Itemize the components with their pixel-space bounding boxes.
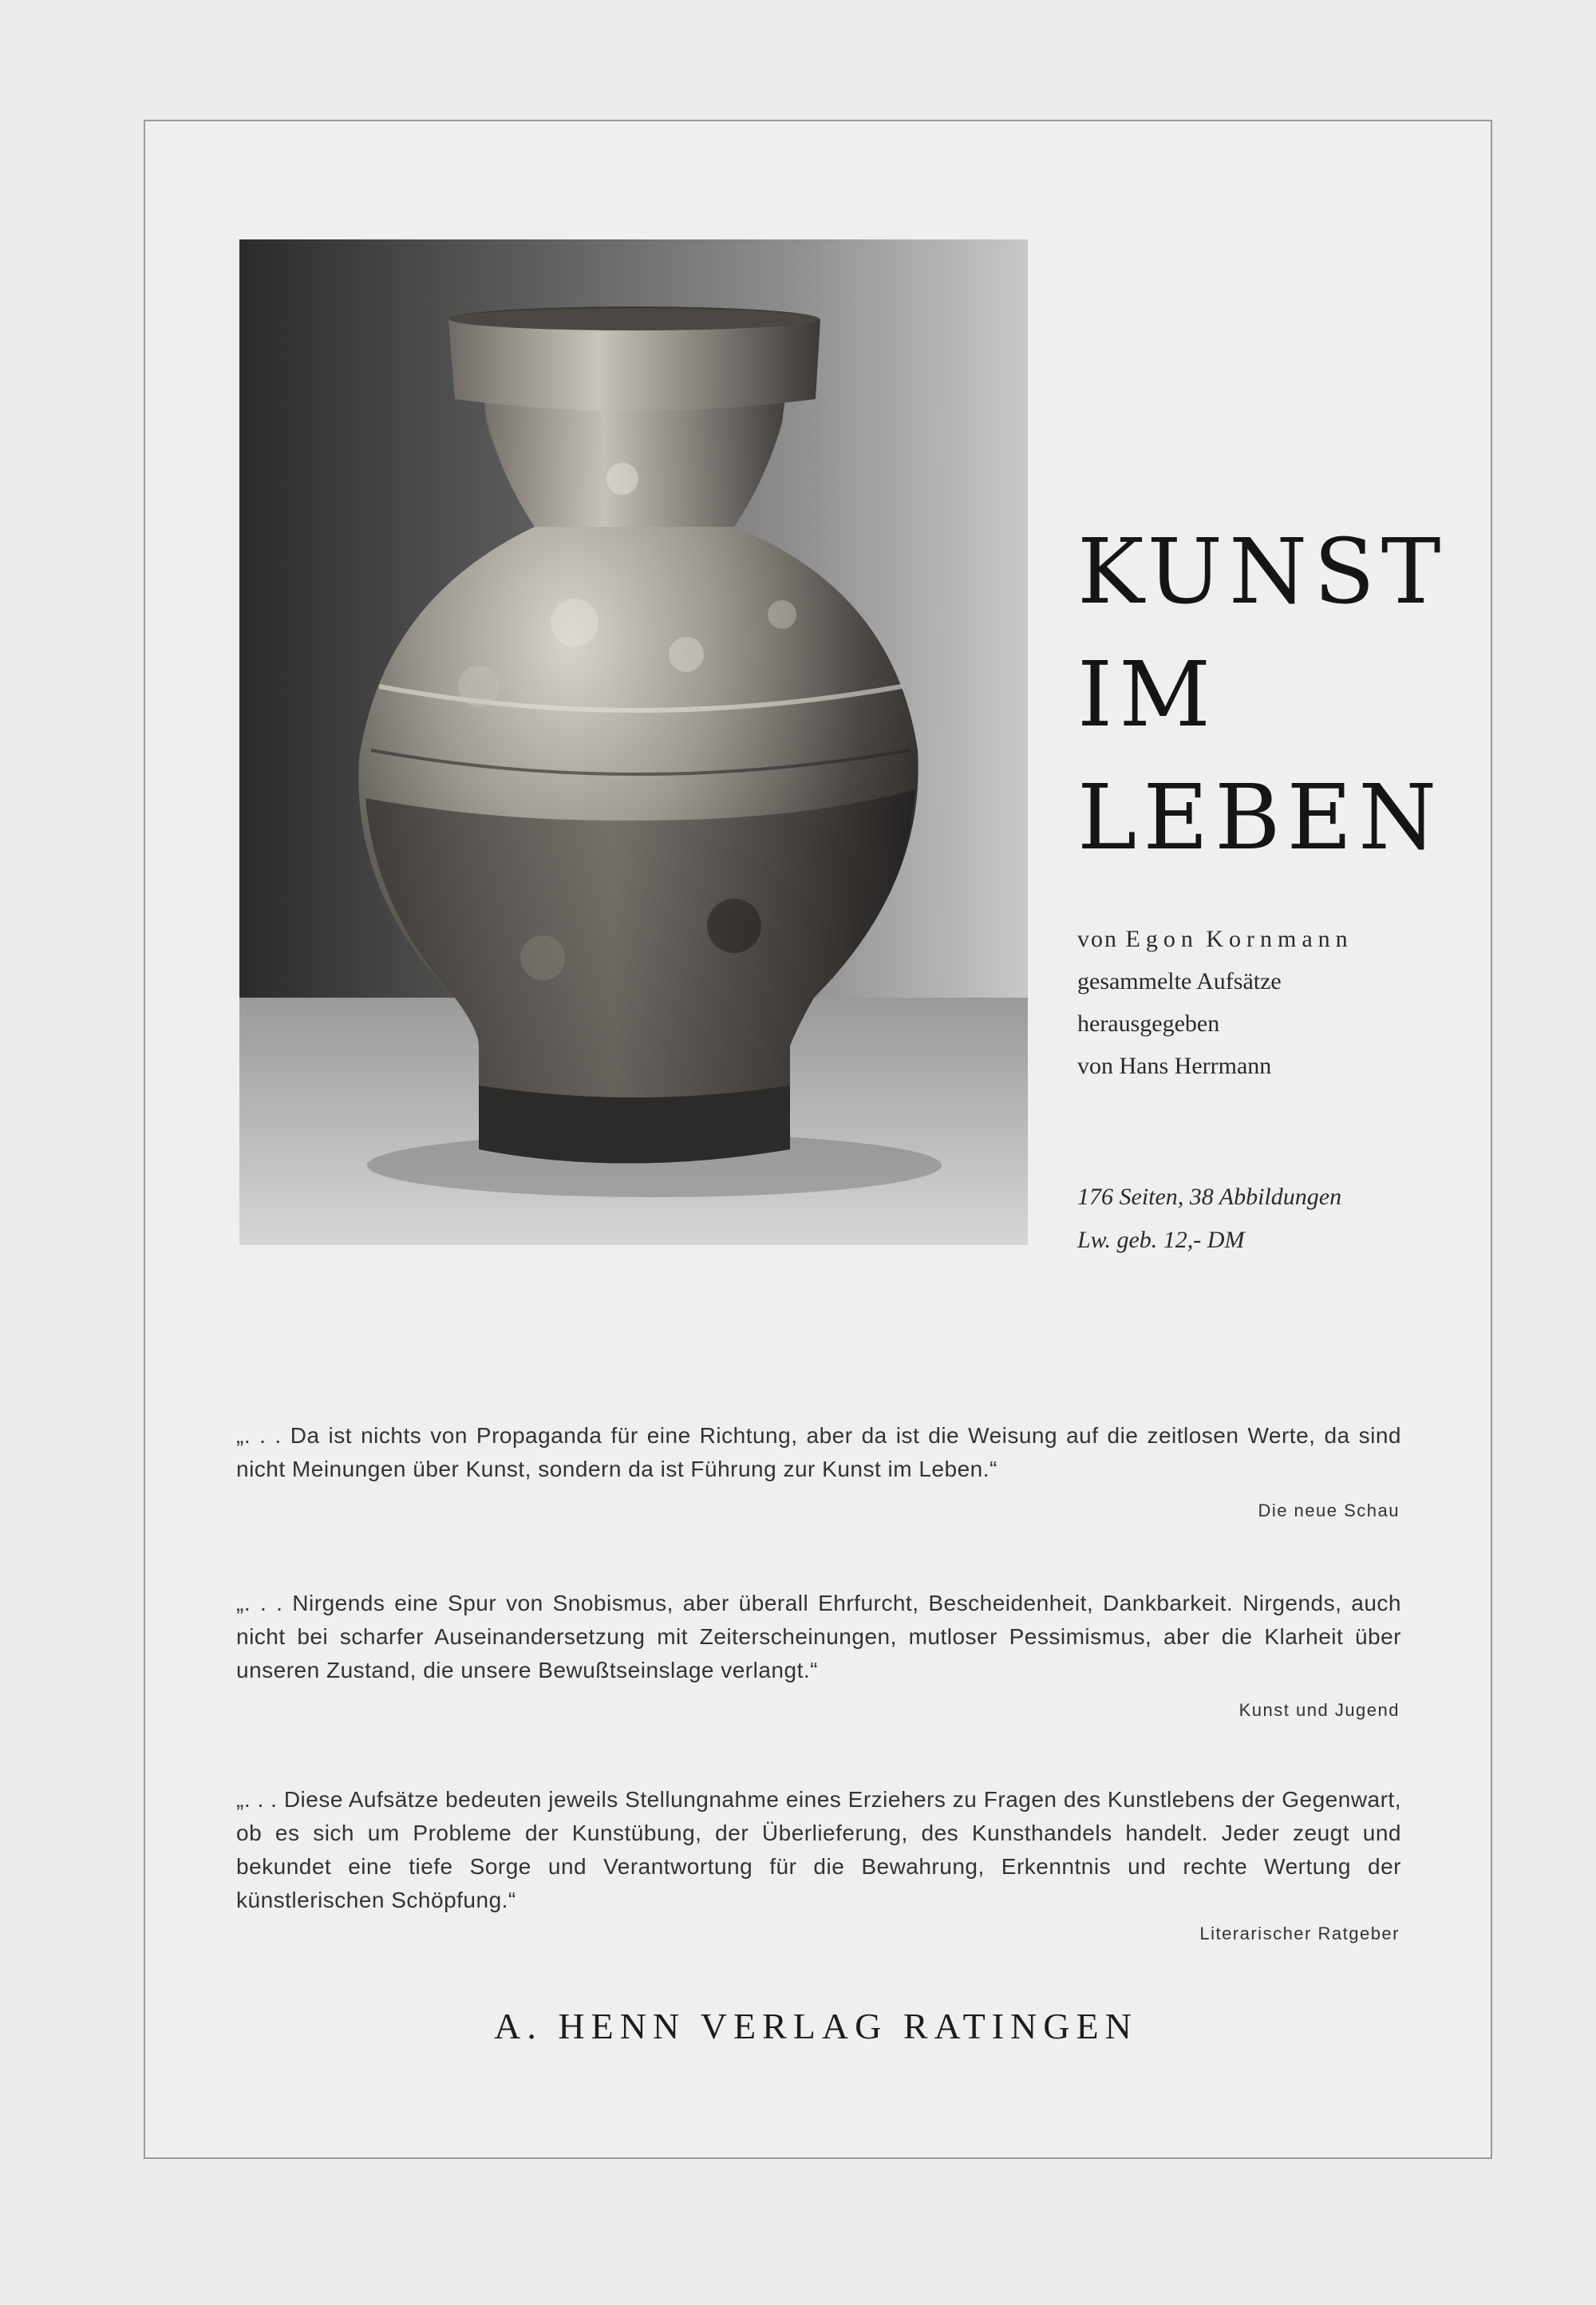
review-quote: „. . . Da ist nichts von Propaganda für eine Richtung, aber da ist die Weisung auf die zeitlosen Werte, da sind nicht Meinungen über Kunst, sondern da ist Führung zur Kunst im Leben.“ bbox=[236, 1423, 1401, 1481]
price: Lw. geb. 12,- DM bbox=[1077, 1227, 1245, 1253]
credits-line: gesammelte Aufsätze bbox=[1077, 968, 1282, 994]
review-quote: „. . . Nirgends eine Spur von Snobismus, aber überall Ehrfurcht, Bescheidenheit, Dankbarkeit. Nirgends, auch nicht bei scharfer Auseinandersetzung mit Zeiterscheinungen, mutloser Pessimismus, aber die Klarheit über unseren Zustand, die unsere Bewußtseinslage verlangt.“ bbox=[236, 1591, 1401, 1682]
author-prefix: von bbox=[1077, 926, 1118, 952]
review-source: Kunst und Jugend bbox=[1238, 1700, 1400, 1720]
book-title bbox=[1077, 511, 1448, 880]
vase-illustration bbox=[239, 239, 1028, 1245]
author-line bbox=[1077, 918, 1353, 960]
review-source: Die neue Schau bbox=[1258, 1500, 1400, 1520]
page-count: 176 Seiten, 38 Abbildungen bbox=[1077, 1184, 1342, 1210]
book-credits bbox=[1077, 918, 1353, 1087]
review-quote: „. . . Diese Aufsätze bedeuten jeweils Stellungnahme eines Erziehers zu Fragen des Kunstlebens der Gegenwart, ob es sich um Probleme der Kunstübung, der Überlieferung, des Kunsthandels handelt. Jeder zeugt und bekundet eine tiefe Sorge und Verantwortung für die Bewahrung, Erkenntnis und rechte Wertung der künstlerischen Schöpfung.“ bbox=[236, 1787, 1401, 1912]
publisher-name: A. HENN VERLAG RATINGEN bbox=[494, 2006, 1138, 2046]
title-line: LEBEN bbox=[1077, 766, 1444, 870]
author-last-name: Kornmann bbox=[1206, 926, 1353, 952]
author-first-name: Egon bbox=[1125, 926, 1199, 952]
vase-photograph bbox=[239, 239, 1028, 1245]
title-line: IM bbox=[1077, 643, 1217, 747]
book-specs bbox=[1077, 1176, 1341, 1262]
title-line: KUNST bbox=[1077, 520, 1448, 624]
editor-line: von Hans Herrmann bbox=[1077, 1053, 1272, 1079]
review-source: Literarischer Ratgeber bbox=[1199, 1923, 1400, 1943]
credits-line: herausgegeben bbox=[1077, 1010, 1220, 1037]
